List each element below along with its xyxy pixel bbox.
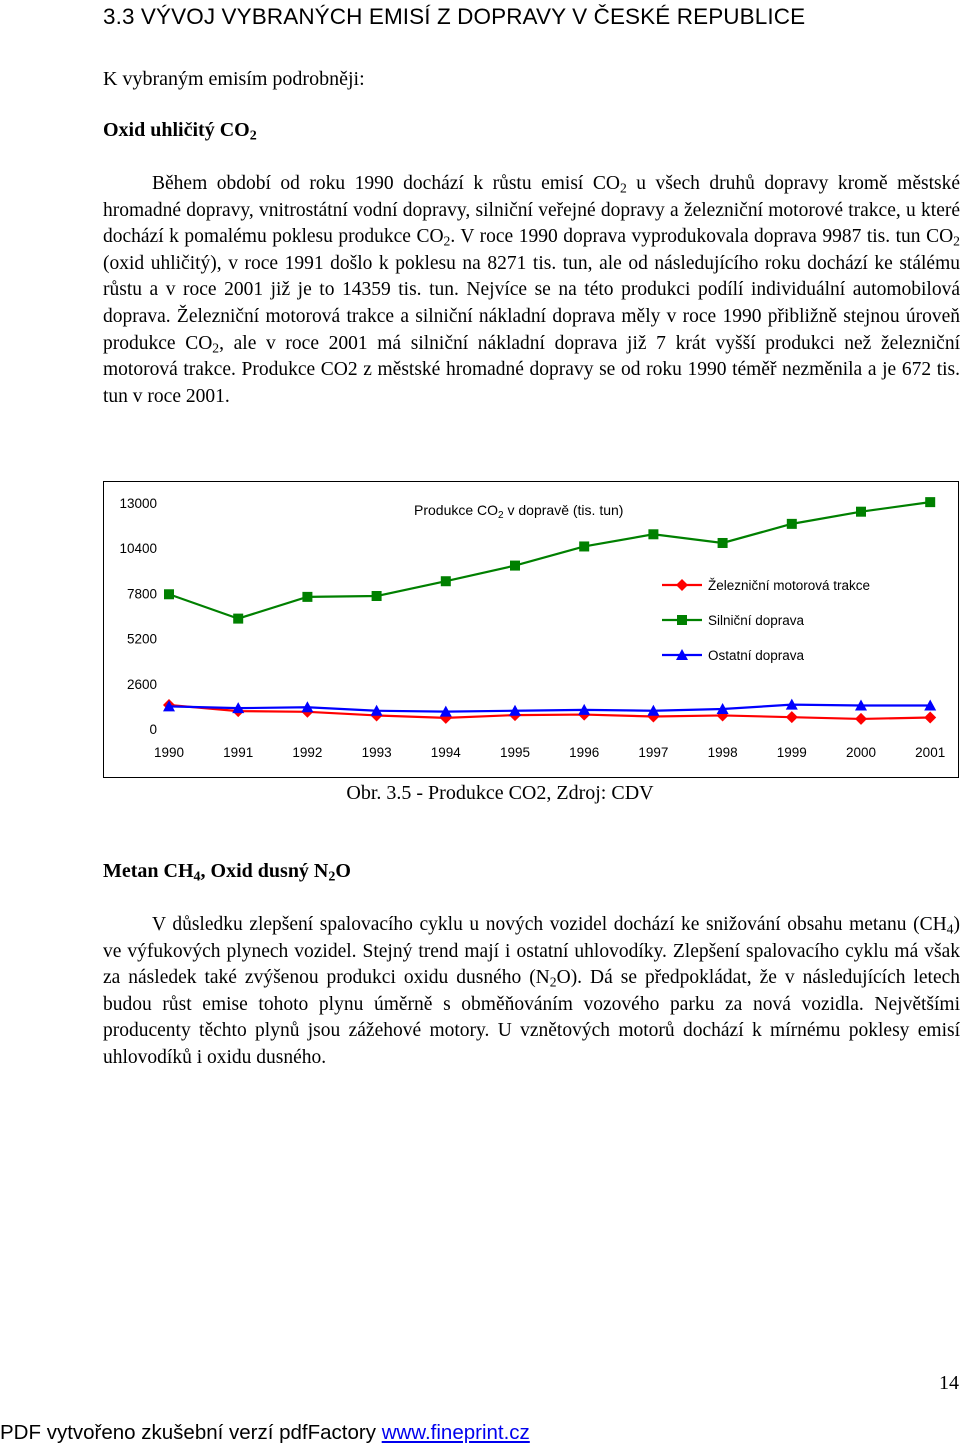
legend-label: Ostatní doprava (708, 648, 805, 663)
figure-caption: Obr. 3.5 - Produkce CO2, Zdroj: CDV (346, 782, 654, 804)
methane-text-3: O). Dá se předpokládat, že v následujících letech budou růst emise tohoto plynu úměrně s obměňováním vozového parku za nová vozidla. Největšími producenty těchto plynů jsou zážehové motory. U vznětových motorů dochází k mírnému poklesy emisí uhlovodíků i oxidu dusného. (103, 967, 960, 1068)
data-point (786, 711, 798, 723)
x-tick-label: 1995 (499, 745, 531, 760)
x-tick-label: 1993 (361, 745, 392, 760)
co2-text-3: . V roce 1990 doprava vyprodukovala doprava 9987 tis. tun CO (450, 226, 954, 248)
section-title-co2 (103, 119, 257, 142)
legend-label: Železniční motorová trakce (708, 578, 871, 593)
section-title-subscript: 2 (249, 128, 257, 144)
data-point (718, 538, 728, 548)
data-point (787, 519, 797, 529)
data-point (924, 712, 936, 724)
data-point (648, 529, 658, 539)
co2-text-2: u všech druhů dopravy kromě městské hromadné dopravy, vnitrostátní vodní dopravy, silniční veřejné dopravy a železniční motorové trakce, u které dochází k pomalému poklesu produkce CO (103, 173, 960, 248)
chart-title: Produkce $CO_2$ v dopravě (tis. tun) (414, 502, 624, 521)
pdf-footer (0, 1421, 530, 1445)
y-tick-label: 2600 (126, 676, 157, 692)
methane-text-2: ) ve výfukových plynech vozidel. Stejný trend mají i ostatní uhlovodíky. Zlepšení spalovacího cyklu má však za následek také zvýšenou produkci oxidu dusného (N (103, 914, 960, 989)
section2-title-a: Metan CH (103, 860, 194, 882)
data-point (302, 592, 312, 602)
x-tick-label: 1998 (707, 745, 738, 760)
co2-text-1: Během období od roku 1990 dochází k růstu emisí CO (152, 173, 620, 194)
section-title-methane (103, 860, 351, 883)
section-title-main: Oxid uhličitý CO (103, 119, 250, 141)
x-tick-label: 1996 (569, 745, 600, 760)
section2-title-sub-2: 2 (328, 869, 336, 885)
methane-paragraph (103, 912, 960, 1072)
x-tick-label: 1991 (223, 745, 254, 760)
chart-svg (104, 482, 960, 779)
y-tick-label: 7800 (126, 586, 157, 602)
x-tick-label: 2000 (845, 745, 877, 760)
x-tick-label: 2001 (915, 745, 946, 760)
y-tick-label: 13000 (119, 496, 157, 511)
data-point (510, 561, 520, 571)
x-tick-label: 1990 (153, 745, 185, 760)
x-tick-label: 1992 (292, 745, 323, 760)
y-tick-label: 10400 (119, 541, 157, 557)
methane-sub-2: 2 (549, 974, 557, 990)
methane-text-1: V důsledku zlepšení spalovacího cyklu u nových vozidel dochází ke snižování obsahu metanu (CH (152, 914, 947, 935)
data-point (925, 497, 935, 507)
data-point (579, 541, 589, 551)
co2-sub-2: 2 (443, 233, 451, 249)
data-point (164, 589, 174, 599)
co2-text-5: , ale v roce 2001 má silniční nákladní doprava již 7 krát vyšší produkci než železniční motorová trakce. Produkce CO2 z městské hromadné dopravy se od roku 1990 téměř nezměnila a je 672 tis. tun v roce 2001. (103, 332, 960, 407)
section2-title-b: , Oxid dusný N (200, 860, 329, 882)
series-line (169, 502, 930, 618)
data-point (855, 713, 867, 725)
co2-sub-3: 2 (953, 233, 960, 249)
co2-chart (103, 481, 959, 778)
x-tick-label: 1994 (430, 745, 461, 760)
y-tick-label: 5200 (126, 631, 157, 647)
section2-title-c: O (335, 860, 351, 882)
data-point (441, 576, 451, 586)
footer-text: PDF vytvořeno zkušební verzí pdfFactory (0, 1421, 382, 1444)
legend-marker (677, 615, 687, 625)
footer-link[interactable]: www.fineprint.cz (381, 1421, 530, 1444)
page-heading: 3.3 VÝVOJ VYBRANÝCH EMISÍ Z DOPRAVY V ČESKÉ REPUBLICE (103, 4, 806, 29)
data-point (856, 507, 866, 517)
co2-sub-1: 2 (619, 180, 627, 196)
legend-label: Silniční doprava (708, 613, 805, 628)
co2-text-4: (oxid uhličitý), v roce 1991 došlo k poklesu na 8271 tis. tun, ale od následujícího roku dochází ke stálému růstu a v roce 2001 již je to 14359 tis. tun. Nejvíce se na této produkci podílí individuální automobilová doprava. Železniční motorová trakce a silniční nákladní doprava měly v roce 1990 přibližně stejnou úroveň produkce CO (103, 252, 960, 354)
x-tick-label: 1999 (776, 745, 807, 760)
section2-title-sub-1: 4 (193, 869, 201, 885)
x-tick-label: 1997 (638, 745, 669, 760)
legend-marker (676, 579, 688, 591)
data-point (372, 591, 382, 601)
intro-text: K vybraným emisím podrobněji: (103, 68, 365, 90)
co2-sub-4: 2 (212, 339, 220, 355)
data-point (233, 614, 243, 624)
page-number: 14 (939, 1372, 959, 1394)
co2-paragraph (103, 171, 960, 410)
methane-sub-1: 4 (946, 921, 954, 937)
y-tick-label: 0 (149, 722, 157, 737)
